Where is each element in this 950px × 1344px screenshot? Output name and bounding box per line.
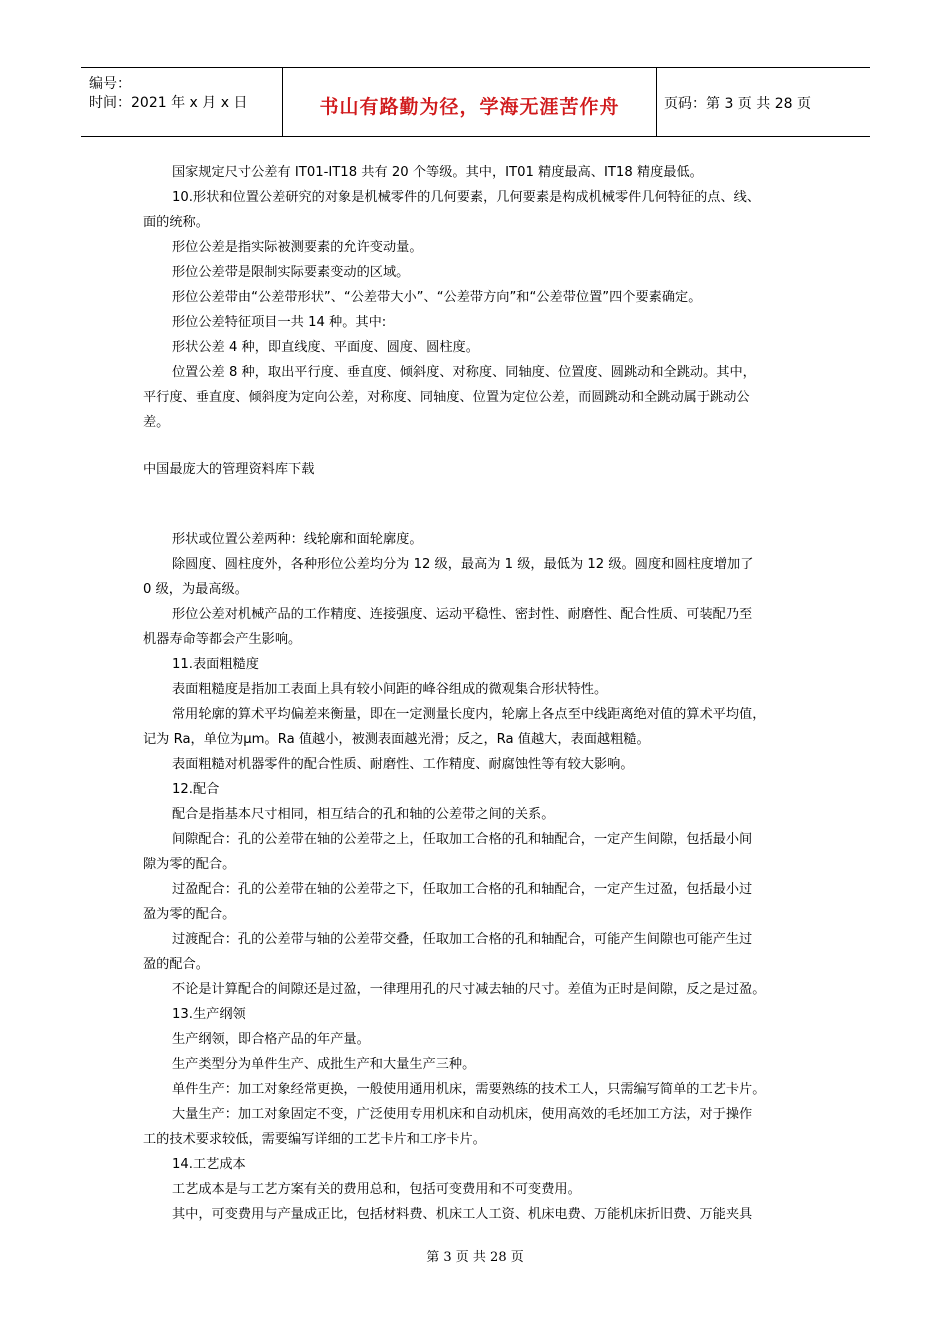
body-line: 10.形状和位置公差研究的对象是机械零件的几何要素，几何要素是构成机械零件几何特征的点、线、 [172, 190, 761, 205]
body-line: 机器寿命等都会产生影响。 [143, 632, 302, 647]
body-line: 形位公差对机械产品的工作精度、连接强度、运动平稳性、密封性、耐磨性、配合性质、可装配乃至 [172, 607, 753, 622]
document-number-label: 编号： [89, 76, 131, 92]
header-motto-cell [282, 68, 657, 136]
body-line: 位置公差 8 种，取出平行度、垂直度、倾斜度、对称度、同轴度、位置度、圆跳动和全跳动。其中， [172, 365, 756, 380]
body-line: 间隙配合：孔的公差带在轴的公差带之上，任取加工合格的孔和轴配合，一定产生间隙，包括最小间 [172, 832, 753, 847]
body-line: 生产类型分为单件生产、成批生产和大量生产三种。 [172, 1057, 476, 1072]
body-line: 形位公差带由“公差带形状”、“公差带大小”、“公差带方向”和“公差带位置”四个要素确定。 [172, 290, 702, 305]
section-heading: 11.表面粗糙度 [172, 657, 259, 672]
page-footer: 第 3 页 共 28 页 [426, 1250, 524, 1265]
header-page-info: 页码：第 3 页 共 28 页 [664, 96, 811, 112]
body-line: 平行度、垂直度、倾斜度为定向公差，对称度、同轴度、位置为定位公差，而圆跳动和全跳动属于跳动公 [143, 390, 750, 405]
body-line: 形位公差带是限制实际要素变动的区域。 [172, 265, 410, 280]
page-header [81, 67, 870, 137]
body-line: 形状公差 4 种，即直线度、平面度、圆度、圆柱度。 [172, 340, 479, 355]
header-page-cell [656, 68, 870, 136]
body-line: 表面粗糙对机器零件的配合性质、耐磨性、工作精度、耐腐蚀性等有较大影响。 [172, 757, 634, 772]
document-date: 时间：2021 年 x 月 x 日 [89, 95, 248, 111]
body-line: 形位公差特征项目一共 14 种。其中: [172, 315, 387, 330]
section-heading: 13.生产纲领 [172, 1007, 246, 1022]
body-line: 0 级，为最高级。 [143, 582, 248, 597]
body-line: 面的统称。 [143, 215, 209, 230]
body-line: 形位公差是指实际被测要素的允许变动量。 [172, 240, 423, 255]
header-left-cell [81, 68, 282, 136]
body-line: 盈的配合。 [143, 957, 209, 972]
body-line: 过渡配合：孔的公差带与轴的公差带交叠，任取加工合格的孔和轴配合，可能产生间隙也可能产生过 [172, 932, 753, 947]
body-line: 单件生产：加工对象经常更换，一般使用通用机床，需要熟练的技术工人，只需编写简单的工艺卡片。 [172, 1082, 766, 1097]
body-line: 表面粗糙度是指加工表面上具有较小间距的峰谷组成的微观集合形状特性。 [172, 682, 608, 697]
body-line: 国家规定尺寸公差有 IT01-IT18 共有 20 个等级。其中，IT01 精度最高、IT18 精度最低。 [172, 165, 703, 180]
section-heading: 14.工艺成本 [172, 1157, 246, 1172]
body-line: 差。 [143, 415, 170, 430]
body-line: 常用轮廓的算术平均偏差来衡量，即在一定测量长度内，轮廓上各点至中线距离绝对值的算术平均值， [172, 707, 766, 722]
body-line: 记为 Ra，单位为μm。Ra 值越小，被测表面越光滑；反之，Ra 值越大，表面越粗糙。 [143, 732, 650, 747]
body-line: 形状或位置公差两种：线轮廓和面轮廓度。 [172, 532, 423, 547]
body-line: 隙为零的配合。 [143, 857, 236, 872]
body-line: 除圆度、圆柱度外，各种形位公差均分为 12 级，最高为 1 级，最低为 12 级。圆度和圆柱度增加了 [172, 557, 754, 572]
body-line: 配合是指基本尺寸相同，相互结合的孔和轴的公差带之间的关系。 [172, 807, 555, 822]
section-heading: 12.配合 [172, 782, 220, 797]
body-line: 工艺成本是与工艺方案有关的费用总和，包括可变费用和不可变费用。 [172, 1182, 581, 1197]
body-line: 工的技术要求较低，需要编写详细的工艺卡片和工序卡片。 [143, 1132, 486, 1147]
body-line: 不论是计算配合的间隙还是过盈，一律理用孔的尺寸减去轴的尺寸。差值为正时是间隙，反之是过盈。 [172, 982, 766, 997]
body-line: 过盈配合：孔的公差带在轴的公差带之下，任取加工合格的孔和轴配合，一定产生过盈，包括最小过 [172, 882, 753, 897]
body-line: 大量生产：加工对象固定不变，广泛使用专用机床和自动机床，使用高效的毛坯加工方法，对于操作 [172, 1107, 753, 1122]
source-note: 中国最庞大的管理资料库下载 [143, 462, 315, 477]
header-motto: 书山有路勤为径，学海无涯苦作舟 [319, 96, 620, 118]
body-line: 其中，可变费用与产量成正比，包括材料费、机床工人工资、机床电费、万能机床折旧费、万能夹具 [172, 1207, 753, 1222]
body-line: 盈为零的配合。 [143, 907, 236, 922]
body-line: 生产纲领，即合格产品的年产量。 [172, 1032, 370, 1047]
